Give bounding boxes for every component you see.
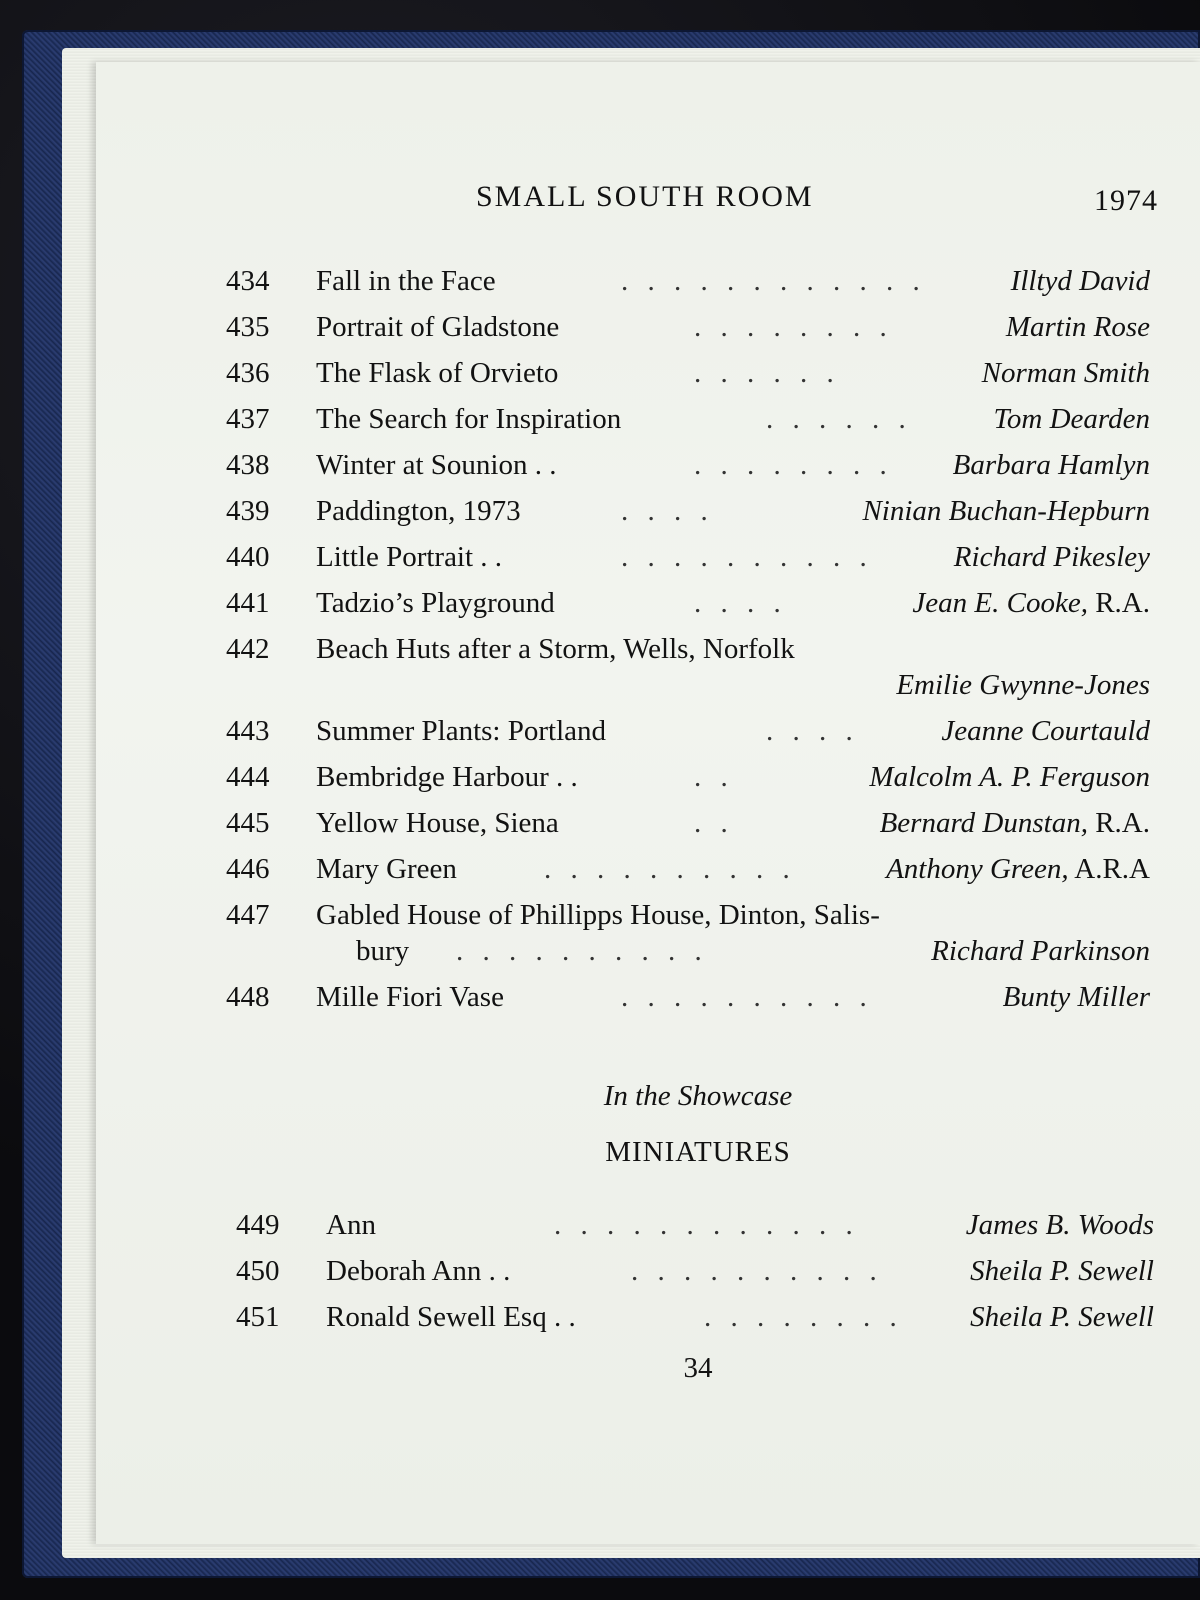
- entry-number: 443: [226, 715, 270, 747]
- dot-leader: . . . . . . . . . .: [544, 853, 796, 885]
- entry-number: 446: [226, 853, 270, 885]
- entry-title: Gabled House of Phillipps House, Dinton, Salis-: [316, 899, 880, 931]
- entry-artist: Martin Rose: [1005, 311, 1150, 343]
- artist-name: Bernard Dunstan,: [879, 807, 1088, 839]
- dot-leader: . .: [694, 761, 734, 793]
- entry-artist: James B. Woods: [965, 1209, 1154, 1241]
- entry-artist: Richard Parkinson: [931, 935, 1150, 967]
- catalogue-entry: [236, 1248, 1154, 1294]
- entry-artist: Sheila P. Sewell: [970, 1301, 1154, 1333]
- catalogue-entry: [236, 1202, 1154, 1248]
- entry-number: 434: [226, 265, 270, 297]
- entry-title: Mille Fiori Vase: [316, 981, 504, 1013]
- entry-title: Paddington, 1973: [316, 495, 521, 527]
- artist-name: Anthony Green,: [886, 853, 1069, 885]
- entry-number: 438: [226, 449, 270, 481]
- catalogue-entry: [226, 534, 1150, 580]
- showcase-label: In the Showcase: [603, 1080, 793, 1112]
- entry-artist: Barbara Hamlyn: [952, 449, 1150, 481]
- entry-artist: Sheila P. Sewell: [970, 1255, 1154, 1287]
- dot-leader: . . . .: [694, 587, 787, 619]
- catalogue-entry: [226, 350, 1150, 396]
- entry-title: Bembridge Harbour . .: [316, 761, 578, 793]
- catalogue-entry: [226, 846, 1150, 892]
- entry-title: Ann: [326, 1209, 376, 1241]
- entry-title: Winter at Sounion . .: [316, 449, 557, 481]
- dot-leader: . . . . . . . . . .: [456, 935, 708, 967]
- year: 1974: [1094, 184, 1158, 217]
- entry-number: 445: [226, 807, 270, 839]
- artist-honours: R.A.: [1087, 587, 1150, 619]
- dot-leader: . . . . . .: [694, 357, 840, 389]
- entry-artist: Illtyd David: [1010, 265, 1150, 297]
- dot-leader: . . . .: [766, 715, 859, 747]
- artist-honours: A.R.A: [1068, 853, 1150, 885]
- dot-leader: . .: [694, 807, 734, 839]
- entry-title: The Search for Inspiration: [316, 403, 622, 435]
- entry-artist: Jeanne Courtauld: [941, 715, 1150, 747]
- entry-title: Mary Green: [316, 853, 457, 885]
- entry-number: 435: [226, 311, 270, 343]
- catalogue-entry: [226, 488, 1150, 534]
- dot-leader: . . . . . . . . . .: [621, 981, 873, 1013]
- entry-artist: Emilie Gwynne-Jones: [896, 669, 1150, 701]
- artist-honours: R.A.: [1087, 807, 1150, 839]
- catalogue-entry: [226, 580, 1150, 626]
- entry-artist: [912, 580, 1150, 626]
- entry-artist: Richard Pikesley: [953, 541, 1150, 573]
- dot-leader: . . . . . . . . . . . .: [621, 265, 926, 297]
- entry-title: Deborah Ann . .: [326, 1255, 511, 1287]
- entry-artist: Norman Smith: [981, 357, 1150, 389]
- entry-title: Yellow House, Siena: [316, 807, 559, 839]
- entry-artist: [886, 846, 1150, 892]
- section-heading: MINIATURES: [605, 1136, 791, 1168]
- entry-title: Summer Plants: Portland: [316, 715, 606, 747]
- entry-number: 447: [226, 899, 270, 931]
- entry-number: 442: [226, 633, 270, 665]
- entry-title: Beach Huts after a Storm, Wells, Norfolk: [316, 633, 795, 665]
- catalogue-entry: [226, 626, 1150, 708]
- entry-title: Fall in the Face: [316, 265, 496, 297]
- dot-leader: . . . . . . . . . . . .: [554, 1209, 859, 1241]
- entry-title: Little Portrait . .: [316, 541, 503, 573]
- entry-number: 449: [236, 1209, 280, 1241]
- entry-number: 451: [236, 1301, 280, 1333]
- catalogue-entry: [226, 892, 1150, 974]
- entry-artist: Ninian Buchan-Hepburn: [862, 495, 1150, 527]
- catalogue-entry: [226, 708, 1150, 754]
- dot-leader: . . . . . . . .: [704, 1301, 903, 1333]
- catalogue-entry: [226, 754, 1150, 800]
- catalogue-entry: [226, 974, 1150, 1020]
- entry-list: [226, 258, 1150, 1020]
- catalogue-entry: [226, 258, 1150, 304]
- dot-leader: . . . .: [621, 495, 714, 527]
- entry-number: 440: [226, 541, 270, 573]
- page-number: 34: [683, 1352, 713, 1384]
- dot-leader: . . . . . . . . . .: [621, 541, 873, 573]
- entry-artist: Tom Dearden: [993, 403, 1150, 435]
- entry-number: 441: [226, 587, 270, 619]
- entry-title: Tadzio’s Playground: [316, 587, 555, 619]
- catalogue-entry: [226, 442, 1150, 488]
- dot-leader: . . . . . . . .: [694, 311, 893, 343]
- artist-name: Jean E. Cooke,: [912, 587, 1088, 619]
- dot-leader: . . . . . . . .: [694, 449, 893, 481]
- entry-number: 450: [236, 1255, 280, 1287]
- dot-leader: . . . . . . . . . .: [631, 1255, 883, 1287]
- entry-number: 444: [226, 761, 270, 793]
- catalogue-entry: [226, 800, 1150, 846]
- entry-artist: Malcolm A. P. Ferguson: [869, 761, 1150, 793]
- entry-title: Portrait of Gladstone: [316, 311, 560, 343]
- entry-title-continued: bury: [356, 935, 410, 967]
- entry-artist: Bunty Miller: [1002, 981, 1150, 1013]
- entry-number: 436: [226, 357, 270, 389]
- miniatures-list: [236, 1202, 1154, 1340]
- entry-number: 448: [226, 981, 270, 1013]
- entry-number: 439: [226, 495, 270, 527]
- entry-title: The Flask of Orvieto: [316, 357, 559, 389]
- entry-title: Ronald Sewell Esq . .: [326, 1301, 576, 1333]
- catalogue-entry: [226, 304, 1150, 350]
- catalogue-entry: [226, 396, 1150, 442]
- catalogue-page: [96, 62, 1200, 1544]
- catalogue-entry: [236, 1294, 1154, 1340]
- entry-artist: [880, 800, 1150, 846]
- entry-number: 437: [226, 403, 270, 435]
- dot-leader: . . . . . .: [766, 403, 912, 435]
- room-title: SMALL SOUTH ROOM: [476, 180, 814, 213]
- page-header: [96, 180, 1200, 224]
